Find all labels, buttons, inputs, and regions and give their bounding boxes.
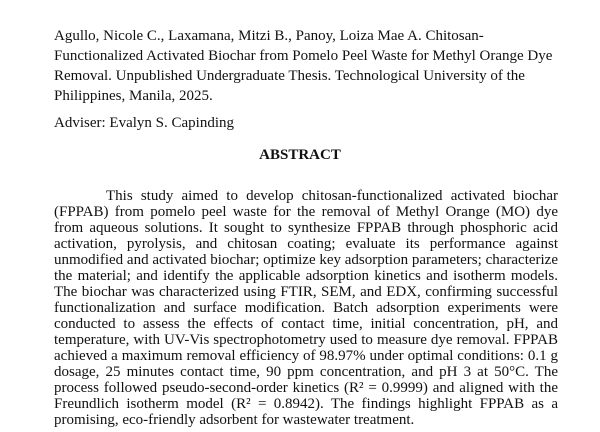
abstract-body: This study aimed to develop chitosan-functionalized activated biochar (FPPAB) from pomelo peel waste for the removal of Methyl Orange (MO) dye from aqueous solutions. It sought to synthesize FPPAB through phosphoric acid activation, pyrolysis, and chitosan coating; evaluate its performance against unmodified and activated biochar; optimize key adsorption parameters; characterize the material; and identify the applicable adsorption kinetics and isotherm models. The biochar was characterized using FTIR, SEM, and EDX, confirming successful functionalization and surface modification. Batch adsorption experiments were conducted to assess the effects of contact time, initial concentration, pH, and temperature, with UV-Vis spectrophotometry used to measure dye removal. FPPAB achieved a maximum removal efficiency of 98.97% under optimal conditions: 0.1 g dosage, 25 minutes contact time, 90 ppm concentration, and pH 3 at 50°C. The process followed pseudo-second-order kinetics (R² = 0.9999) and aligned with the Freundlich isotherm model (R² = 0.8942). The findings highlight FPPAB as a promising, eco-friendly adsorbent for wastewater treatment. [54,188,558,428]
citation: Agullo, Nicole C., Laxamana, Mitzi B., Panoy, Loiza Mae A. Chitosan-Functionalized Activated Biochar from Pomelo Peel Waste for Methyl Orange Dye Removal. Unpublished Undergraduate Thesis. Technological University of the Philippines, Manila, 2025. [54,28,553,104]
adviser-line: Adviser: Evalyn S. Capinding [54,115,234,131]
abstract-heading: ABSTRACT [259,147,341,163]
